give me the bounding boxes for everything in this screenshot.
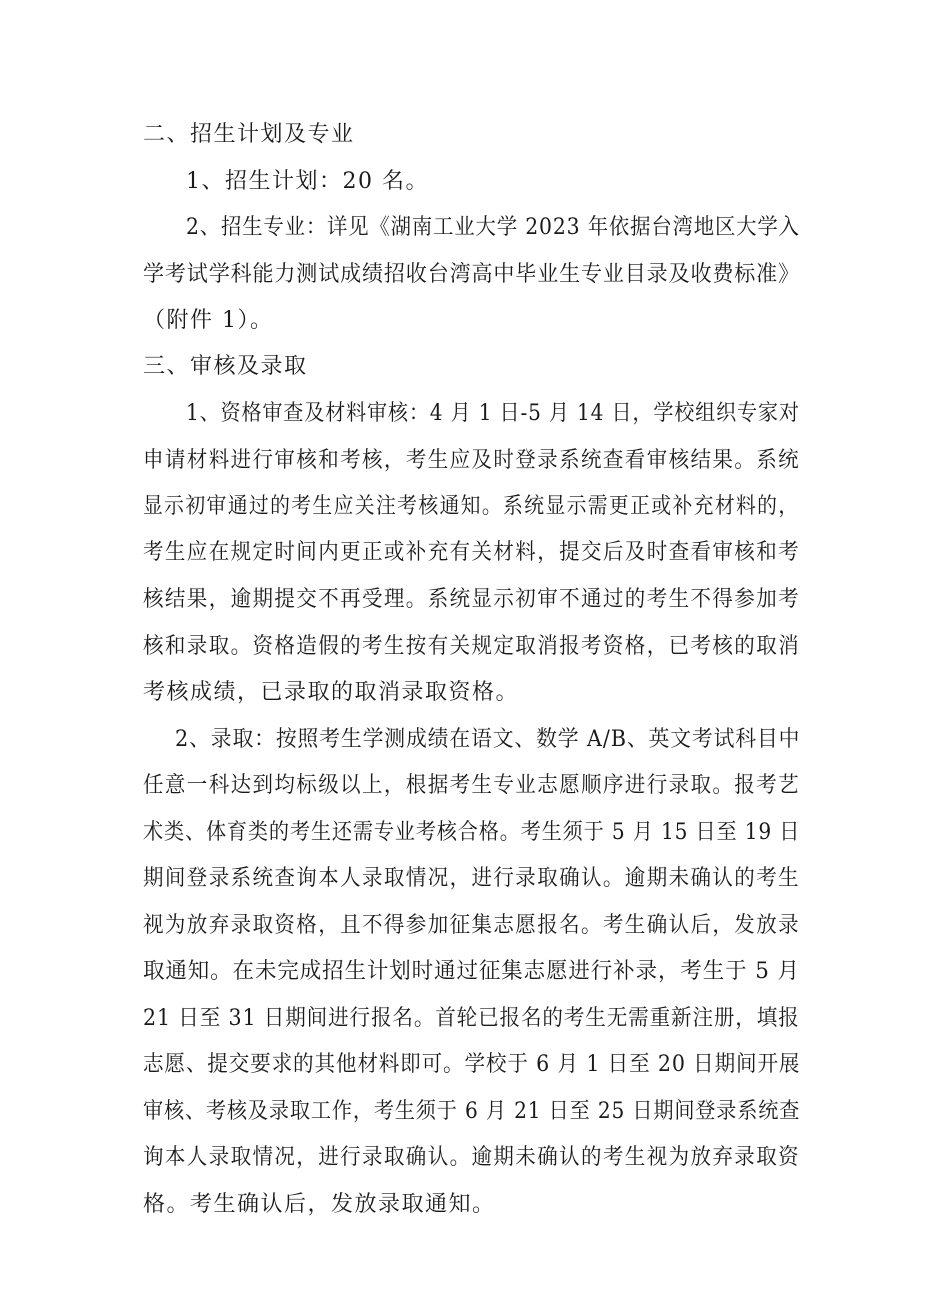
review-line-6: 核和录取。资格造假的考生按有关规定取消报考资格，已考核的取消 bbox=[143, 634, 801, 659]
review-line-1: 1、资格审查及材料审核：4 月 1 日-5 月 14 日，学校组织专家对 bbox=[186, 401, 800, 426]
plan-item-1: 1、招生计划：20 名。 bbox=[186, 169, 429, 194]
admit-line-3: 术类、体育类的考生还需专业考核合格。考生须于 5 月 15 日至 19 日 bbox=[143, 820, 801, 845]
admit-line-9: 审核、考核及录取工作，考生须于 6 月 21 日至 25 日期间登录系统查 bbox=[143, 1099, 801, 1124]
admit-line-1: 2、录取：按照考生学测成绩在语文、数学 A/B、英文考试科目中 bbox=[175, 727, 801, 752]
admit-line-8: 志愿、提交要求的其他材料即可。学校于 6 月 1 日至 20 日期间开展 bbox=[143, 1052, 801, 1077]
admit-line-6: 取通知。在未完成招生计划时通过征集志愿进行补录，考生于 5 月 bbox=[143, 959, 800, 984]
plan-item-2-line-3: （附件 1）。 bbox=[143, 308, 274, 333]
section-heading-review: 三、审核及录取 bbox=[143, 354, 308, 379]
plan-item-2-line-2: 学考试学科能力测试成绩招收台湾高中毕业生专业目录及收费标准》 bbox=[143, 262, 800, 287]
review-line-7: 考核成绩，已录取的取消录取资格。 bbox=[143, 680, 520, 705]
review-line-4: 考生应在规定时间内更正或补充有关材料，提交后及时查看审核和考 bbox=[143, 540, 801, 565]
admit-line-10: 询本人录取情况，进行录取确认。逾期未确认的考生视为放弃录取资 bbox=[143, 1145, 801, 1170]
admit-line-7: 21 日至 31 日期间进行报名。首轮已报名的考生无需重新注册，填报 bbox=[143, 1006, 800, 1031]
review-line-5: 核结果，逾期提交不再受理。系统显示初审不通过的考生不得参加考 bbox=[143, 587, 801, 612]
admit-line-4: 期间登录系统查询本人录取情况，进行录取确认。逾期未确认的考生 bbox=[143, 866, 801, 891]
admit-line-5: 视为放弃录取资格，且不得参加征集志愿报名。考生确认后，发放录 bbox=[143, 913, 801, 938]
admit-line-11: 格。考生确认后，发放录取通知。 bbox=[143, 1192, 496, 1217]
admit-line-2: 任意一科达到均标级以上，根据考生专业志愿顺序进行录取。报考艺 bbox=[143, 773, 801, 798]
plan-item-2-line-1: 2、招生专业：详见《湖南工业大学 2023 年依据台湾地区大学入 bbox=[186, 215, 800, 240]
review-line-3: 显示初审通过的考生应关注考核通知。系统显示需更正或补充材料的， bbox=[143, 494, 800, 519]
review-line-2: 申请材料进行审核和考核，考生应及时登录系统查看审核结果。系统 bbox=[143, 448, 801, 473]
section-heading-plan: 二、招生计划及专业 bbox=[143, 122, 355, 147]
